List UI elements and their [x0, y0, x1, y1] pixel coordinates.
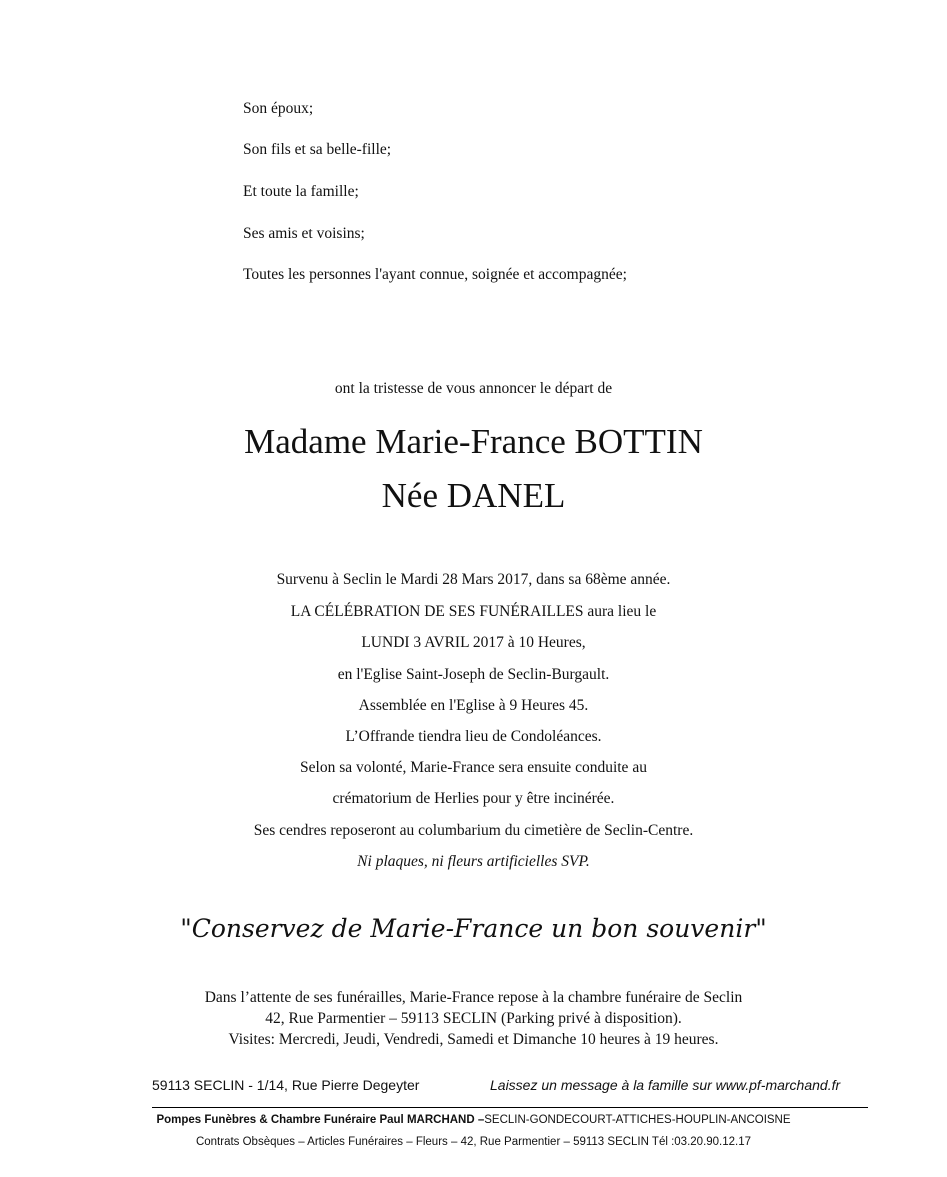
detail-line: LA CÉLÉBRATION DE SES FUNÉRAILLES aura lieu le: [290, 603, 657, 620]
rest-line: Dans l’attente de ses funérailles, Marie-France repose à la chambre funéraire de Seclin: [204, 989, 743, 1006]
intro-line: Toutes les personnes l'ayant connue, soignée et accompagnée;: [243, 266, 627, 283]
rest-line: Visites: Mercredi, Jeudi, Vendredi, Samedi et Dimanche 10 heures à 19 heures.: [228, 1031, 719, 1048]
intro-line: Et toute la famille;: [243, 183, 359, 200]
rest-line: 42, Rue Parmentier – 59113 SECLIN (Parking privé à disposition).: [265, 1010, 682, 1027]
memorial-quote: "Conservez de Marie-France un bon souvenir": [180, 914, 767, 943]
maiden-name: Née DANEL: [381, 476, 566, 515]
detail-line: en l'Eglise Saint-Joseph de Seclin-Burgault.: [337, 666, 610, 683]
company-towns: SECLIN-GONDECOURT-ATTICHES-HOUPLIN-ANCOISNE: [484, 1114, 791, 1126]
footer-address: 59113 SECLIN - 1/14, Rue Pierre Degeyter: [152, 1077, 420, 1093]
announcement: ont la tristesse de vous annoncer le départ de: [334, 380, 613, 397]
deceased-name: Madame Marie-France BOTTIN: [244, 422, 703, 461]
footer-divider: [152, 1107, 868, 1108]
detail-line: Assemblée en l'Eglise à 9 Heures 45.: [358, 697, 589, 714]
detail-line: Selon sa volonté, Marie-France sera ensuite conduite au: [300, 759, 647, 776]
detail-line: L’Offrande tiendra lieu de Condoléances.: [345, 728, 602, 745]
detail-line: crématorium de Herlies pour y être incinérée.: [332, 790, 615, 807]
footer-company: [0, 1114, 947, 1126]
intro-line: Son époux;: [243, 100, 314, 117]
detail-line: Survenu à Seclin le Mardi 28 Mars 2017, dans sa 68ème année.: [276, 571, 671, 588]
detail-line: LUNDI 3 AVRIL 2017 à 10 Heures,: [361, 634, 586, 651]
company-name: Pompes Funèbres & Chambre Funéraire Paul MARCHAND –: [156, 1114, 485, 1126]
intro-line: Son fils et sa belle-fille;: [243, 141, 392, 158]
intro-line: Ses amis et voisins;: [243, 225, 365, 242]
footer-services: Contrats Obsèques – Articles Funéraires – Fleurs – 42, Rue Parmentier – 59113 SECLIN Tél :03.20.90.12.17: [195, 1136, 752, 1148]
no-flowers-note: Ni plaques, ni fleurs artificielles SVP.: [357, 853, 590, 870]
detail-line: Ses cendres reposeront au columbarium du cimetière de Seclin-Centre.: [253, 822, 694, 839]
footer-message[interactable]: Laissez un message à la famille sur www.pf-marchand.fr: [490, 1077, 841, 1093]
